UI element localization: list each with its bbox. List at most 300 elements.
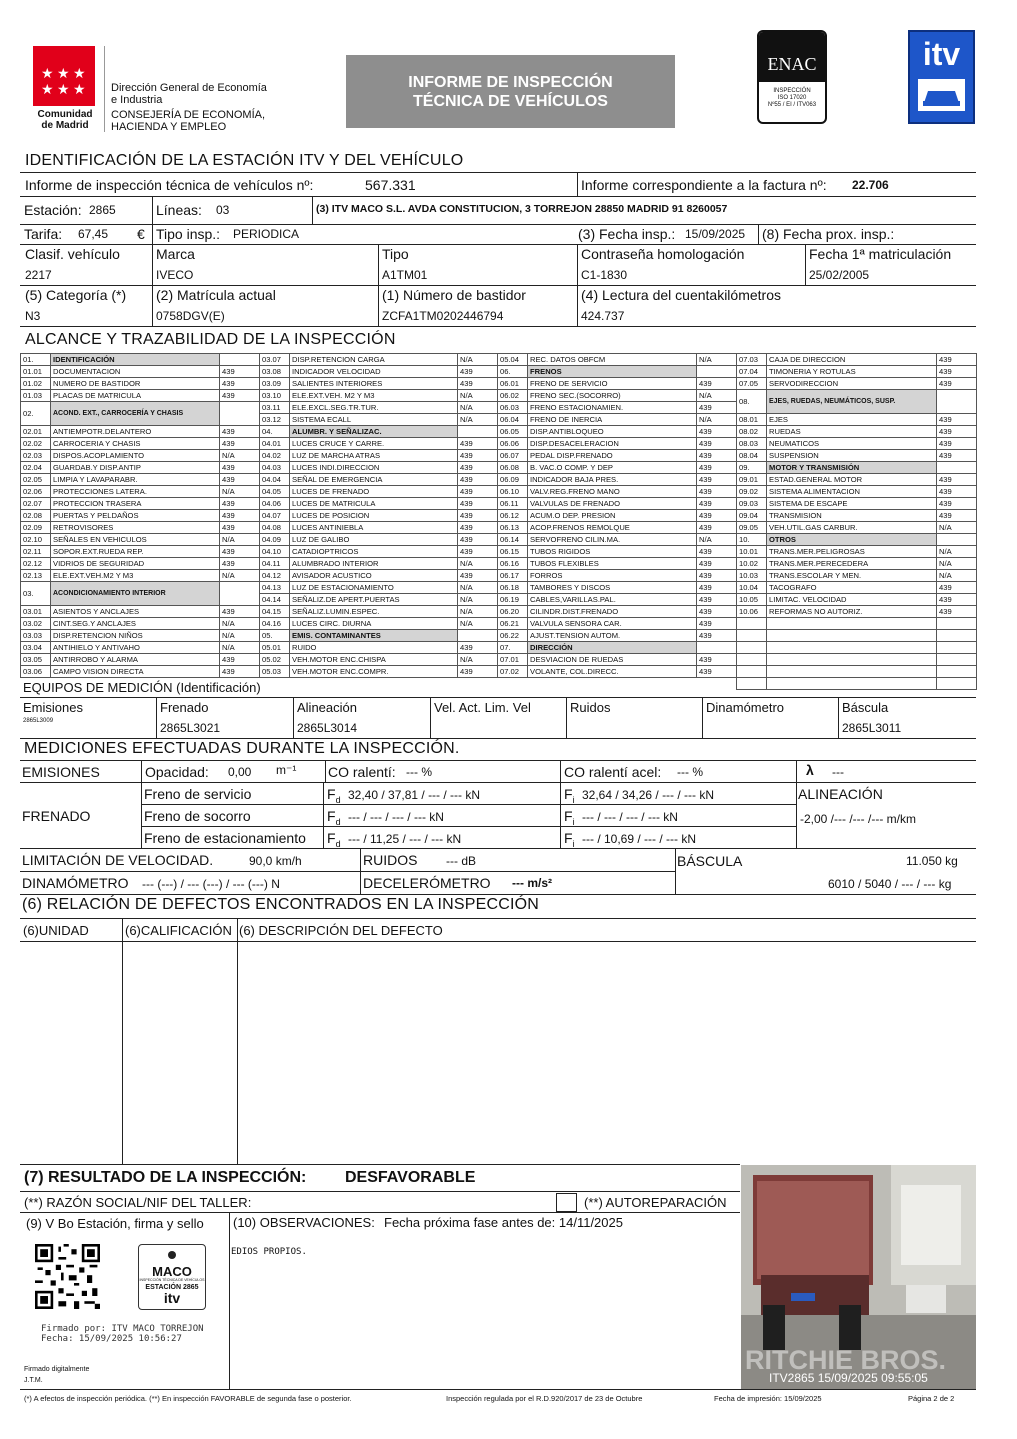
table-row xyxy=(498,474,737,486)
table-row xyxy=(21,654,260,666)
item-description: INDICADOR VELOCIDAD xyxy=(290,366,458,378)
item-code: 03. xyxy=(21,582,51,606)
item-description: CATADIOPTRICOS xyxy=(290,546,458,558)
limit-value: 90,0 km/h xyxy=(249,854,302,868)
item-description: ASIENTOS Y ANCLAJES xyxy=(51,606,220,618)
item-description: DIRECCIÓN xyxy=(528,642,697,654)
footer-pagina: Página 2 de 2 xyxy=(908,1394,955,1403)
item-result: 439 xyxy=(697,522,737,534)
table-row xyxy=(737,642,977,654)
item-description: FRENO ESTACIONAMIEN. xyxy=(528,402,697,414)
item-description: PUERTAS Y PELDAÑOS xyxy=(51,510,220,522)
opacidad-label: Opacidad: xyxy=(145,764,209,780)
item-code: 04.04 xyxy=(260,474,290,486)
item-result: 439 xyxy=(697,606,737,618)
lambda-value: --- xyxy=(832,765,844,779)
vbo-label: (9) V Bo Estación, firma y sello xyxy=(26,1216,204,1231)
item-description: LUCES INDI.DIRECCION xyxy=(290,462,458,474)
item-code: 06.21 xyxy=(498,618,528,630)
item-description: CARROCERIA Y CHASIS xyxy=(51,438,220,450)
itv-text: itv xyxy=(922,36,961,72)
alineacion-value: -2,00 /--- /--- /--- m/km xyxy=(800,812,916,826)
item-description: ELE.EXCL.SEG.TR.TUR. xyxy=(290,402,458,414)
table-row xyxy=(260,546,498,558)
region-name: Comunidad de Madrid xyxy=(37,109,93,131)
servicio-fd: 32,40 / 37,81 / --- / --- kN xyxy=(348,788,481,802)
item-result: 439 xyxy=(937,486,977,498)
item-code: 03.07 xyxy=(260,354,290,366)
item-result: 439 xyxy=(937,366,977,378)
estac-fi: --- / 10,69 / --- / --- kN xyxy=(582,832,696,846)
item-description: VALV.REG.FRENO MANO xyxy=(528,486,697,498)
servicio-label: Freno de servicio xyxy=(144,786,252,802)
item-description: CINT.SEG.Y ANCLAJES xyxy=(51,618,220,630)
item-result: 439 xyxy=(937,426,977,438)
item-description: TRANS.MER.PELIGROSAS xyxy=(767,546,937,558)
item-code: 06.20 xyxy=(498,606,528,618)
item-code xyxy=(737,642,767,654)
item-code: 02.06 xyxy=(21,486,51,498)
table-row xyxy=(737,522,977,534)
item-result: 439 xyxy=(697,498,737,510)
table-row xyxy=(737,678,977,690)
table-row xyxy=(498,666,737,678)
table-row xyxy=(260,498,498,510)
item-code: 02.02 xyxy=(21,438,51,450)
item-code: 06.13 xyxy=(498,522,528,534)
item-result: 439 xyxy=(220,462,260,474)
marca-label: Marca xyxy=(156,246,195,262)
eq-ruidos-label: Ruidos xyxy=(570,700,611,715)
item-result xyxy=(697,366,737,378)
item-result: 439 xyxy=(937,510,977,522)
item-description: B. VAC.O COMP. Y DEP xyxy=(528,462,697,474)
item-code: 04.12 xyxy=(260,570,290,582)
item-code: 05.01 xyxy=(260,642,290,654)
item-code: 08.03 xyxy=(737,438,767,450)
alcance-column xyxy=(497,353,737,678)
item-code: 02.10 xyxy=(21,534,51,546)
table-row xyxy=(21,474,260,486)
table-row xyxy=(21,534,260,546)
item-result: 439 xyxy=(220,498,260,510)
item-code: 03.11 xyxy=(260,402,290,414)
item-result: 439 xyxy=(697,474,737,486)
table-row xyxy=(21,546,260,558)
table-row xyxy=(21,438,260,450)
item-description xyxy=(767,618,937,630)
svg-text:★: ★ xyxy=(57,66,70,82)
maco-sub: INSPECCIÓN TÉCNICA DE VEHÍCULOS xyxy=(139,1278,205,1282)
item-description xyxy=(767,654,937,666)
opacidad-value: 0,00 xyxy=(228,765,252,779)
dina-value: --- (---) / --- (---) / --- (---) N xyxy=(142,877,280,891)
matricula-label: (2) Matrícula actual xyxy=(156,287,276,303)
item-description: GUARDAB.Y DISP.ANTIP xyxy=(51,462,220,474)
table-row xyxy=(737,366,977,378)
tipov-label: Tipo xyxy=(382,246,409,262)
table-row xyxy=(260,654,498,666)
item-code: 02.13 xyxy=(21,570,51,582)
item-description: LUCES DE FRENADO xyxy=(290,486,458,498)
table-row xyxy=(498,630,737,642)
item-description: REC. DATOS OBFCM xyxy=(528,354,697,366)
item-code: 06.10 xyxy=(498,486,528,498)
table-row xyxy=(498,426,737,438)
item-description: IDENTIFICACIÓN xyxy=(51,354,220,366)
item-description: VEH.UTIL.GAS CARBUR. xyxy=(767,522,937,534)
item-description: TRANS.MER.PERECEDERA xyxy=(767,558,937,570)
km-value: 424.737 xyxy=(581,309,625,323)
item-description: SEÑALES EN VEHICULOS xyxy=(51,534,220,546)
marca-value: IVECO xyxy=(156,268,194,282)
item-description: ANTIRROBO Y ALARMA xyxy=(51,654,220,666)
fecha-value: 15/09/2025 xyxy=(685,227,746,241)
item-description: CILINDR.DIST.FRENADO xyxy=(528,606,697,618)
item-result: N/A xyxy=(220,618,260,630)
item-code: 06.03 xyxy=(498,402,528,414)
item-result xyxy=(937,534,977,546)
item-result xyxy=(937,462,977,474)
item-description: ALUMBR. Y SEÑALIZAC. xyxy=(290,426,458,438)
item-description: LUCES DE MATRICULA xyxy=(290,498,458,510)
emisiones-label: EMISIONES xyxy=(22,764,100,780)
socorro-label: Freno de socorro xyxy=(144,808,251,824)
item-description: DISP.ANTIBLOQUEO xyxy=(528,426,697,438)
item-description: ACUM.O DEP. PRESION xyxy=(528,510,697,522)
watermark: RITCHIE BROS. xyxy=(745,1345,947,1375)
item-description: TUBOS FLEXIBLES xyxy=(528,558,697,570)
item-description: SISTEMA ALIMENTACION xyxy=(767,486,937,498)
item-result: 439 xyxy=(458,462,498,474)
item-description: RUIDO xyxy=(290,642,458,654)
item-code: 02.04 xyxy=(21,462,51,474)
table-row xyxy=(498,546,737,558)
item-result: 439 xyxy=(220,558,260,570)
consejeria: CONSEJERÍA DE ECONOMÍA, HACIENDA Y EMPLEO xyxy=(111,109,266,133)
eq-bascula-value: 2865L3011 xyxy=(842,721,902,735)
item-description: ACONDICIONAMIENTO INTERIOR xyxy=(51,582,220,606)
table-row xyxy=(260,666,498,678)
item-result xyxy=(697,642,737,654)
item-code: 06.18 xyxy=(498,582,528,594)
table-row xyxy=(737,582,977,594)
item-result: 439 xyxy=(220,510,260,522)
item-description: SISTEMA DE ESCAPE xyxy=(767,498,937,510)
item-code: 10.04 xyxy=(737,582,767,594)
item-code: 10.02 xyxy=(737,558,767,570)
table-row xyxy=(21,522,260,534)
lineas-label: Líneas: xyxy=(156,202,202,218)
lineas-value: 03 xyxy=(216,203,230,217)
item-description: VALVULA SENSORA CAR. xyxy=(528,618,697,630)
estacion-info: (3) ITV MACO S.L. AVDA CONSTITUCION, 3 TORREJON 28850 MADRID 91 8260057 xyxy=(316,203,728,215)
item-result: 439 xyxy=(458,510,498,522)
item-result: 439 xyxy=(937,606,977,618)
eq-alineacion-label: Alineación xyxy=(297,700,357,715)
item-description: VALVULAS DE FRENADO xyxy=(528,498,697,510)
dina-label: DINAMÓMETRO xyxy=(22,875,129,891)
item-code xyxy=(737,630,767,642)
item-description: DISP.RETENCION NIÑOS xyxy=(51,630,220,642)
item-description: ESTAD.GENERAL MOTOR xyxy=(767,474,937,486)
prox-label: (8) Fecha prox. insp.: xyxy=(762,226,895,242)
table-row xyxy=(498,498,737,510)
item-description: VEH.MOTOR ENC.COMPR. xyxy=(290,666,458,678)
table-row xyxy=(737,606,977,618)
bascula-value2: 6010 / 5040 / --- / --- kg xyxy=(828,877,952,891)
item-description: SUSPENSION xyxy=(767,450,937,462)
item-code: 04.03 xyxy=(260,462,290,474)
table-row xyxy=(737,558,977,570)
item-code: 09.04 xyxy=(737,510,767,522)
tarifa-unit: € xyxy=(137,226,145,242)
item-code: 02.11 xyxy=(21,546,51,558)
table-row xyxy=(260,450,498,462)
item-result: 439 xyxy=(220,654,260,666)
equipos-title: EQUIPOS DE MEDICIÓN (Identificación) xyxy=(23,680,261,695)
item-code: 10.05 xyxy=(737,594,767,606)
table-row xyxy=(260,570,498,582)
item-description: SOPOR.EXT.RUEDA REP. xyxy=(51,546,220,558)
item-result: 439 xyxy=(697,378,737,390)
table-row xyxy=(21,510,260,522)
table-row xyxy=(498,390,737,402)
lambda-label: λ xyxy=(806,762,814,778)
item-result: N/A xyxy=(458,414,498,426)
item-result: 439 xyxy=(937,378,977,390)
table-row xyxy=(737,438,977,450)
item-result xyxy=(220,582,260,606)
item-result: 439 xyxy=(220,366,260,378)
table-row xyxy=(260,510,498,522)
item-code: 04.11 xyxy=(260,558,290,570)
limit-label: LIMITACIÓN DE VELOCIDAD. xyxy=(22,852,214,868)
item-description xyxy=(767,666,937,678)
servicio-fi: 32,64 / 34,26 / --- / --- kN xyxy=(582,788,715,802)
defectos-title: (6) RELACIÓN DE DEFECTOS ENCONTRADOS EN LA INSPECCIÓN xyxy=(22,896,540,913)
resultado-label: (7) RESULTADO DE LA INSPECCIÓN: xyxy=(24,1169,307,1186)
item-code: 06.08 xyxy=(498,462,528,474)
item-result: N/A xyxy=(458,402,498,414)
item-code xyxy=(737,654,767,666)
item-code: 07.04 xyxy=(737,366,767,378)
item-description: NEUMATICOS xyxy=(767,438,937,450)
item-code: 09.03 xyxy=(737,498,767,510)
table-row xyxy=(21,630,260,642)
co-label: CO ralentí: xyxy=(328,764,396,780)
bastidor-value: ZCFA1TM0202446794 xyxy=(382,309,504,323)
table-row xyxy=(498,366,737,378)
photo-timestamp: ITV2865 15/09/2025 09:55:05 xyxy=(769,1371,928,1385)
coacel-label: CO ralentí acel: xyxy=(564,764,662,780)
item-code: 09.01 xyxy=(737,474,767,486)
item-code: 02.08 xyxy=(21,510,51,522)
item-result: N/A xyxy=(220,570,260,582)
item-description: FRENOS xyxy=(528,366,697,378)
stars-icon xyxy=(33,46,95,106)
item-result: 439 xyxy=(220,666,260,678)
item-code: 10.06 xyxy=(737,606,767,618)
alcance-column xyxy=(736,353,977,690)
item-result: 439 xyxy=(220,438,260,450)
eq-frenado-label: Frenado xyxy=(160,700,209,715)
item-code: 02.12 xyxy=(21,558,51,570)
table-row xyxy=(498,438,737,450)
item-result: 439 xyxy=(458,498,498,510)
item-description xyxy=(767,642,937,654)
eq-alineacion-value: 2865L3014 xyxy=(297,721,358,735)
item-result: 439 xyxy=(697,486,737,498)
item-code: 03.05 xyxy=(21,654,51,666)
item-description: PROTECCION TRASERA xyxy=(51,498,220,510)
item-result xyxy=(937,642,977,654)
estac-fd-symbol: $F_d$ xyxy=(327,830,341,849)
table-row xyxy=(21,606,260,618)
item-code: 05.02 xyxy=(260,654,290,666)
item-code: 01.03 xyxy=(21,390,51,402)
item-description: EJES, RUEDAS, NEUMÁTICOS, SUSP. xyxy=(767,390,937,414)
item-code: 07.02 xyxy=(498,666,528,678)
item-description: TUBOS RIGIDOS xyxy=(528,546,697,558)
table-row xyxy=(260,378,498,390)
table-row xyxy=(498,354,737,366)
item-result: N/A xyxy=(937,570,977,582)
item-description: DISPOS.ACOPLAMIENTO xyxy=(51,450,220,462)
item-code: 03.08 xyxy=(260,366,290,378)
table-row xyxy=(260,366,498,378)
item-code: 07. xyxy=(498,642,528,654)
item-result: 439 xyxy=(697,438,737,450)
co-value: --- % xyxy=(406,765,432,779)
table-row xyxy=(737,498,977,510)
item-result: N/A xyxy=(937,522,977,534)
table-row xyxy=(498,558,737,570)
item-result: 439 xyxy=(697,450,737,462)
item-result: 439 xyxy=(458,366,498,378)
autorep-checkbox[interactable] xyxy=(556,1193,577,1212)
item-result: 439 xyxy=(937,474,977,486)
factura-label: Informe correspondiente a la factura nº: xyxy=(581,177,827,193)
table-row xyxy=(260,462,498,474)
item-result: 439 xyxy=(458,522,498,534)
ruidos-value: --- dB xyxy=(446,854,476,868)
table-row xyxy=(498,402,737,414)
opacidad-unit: m⁻¹ xyxy=(276,763,297,777)
item-code: 08.02 xyxy=(737,426,767,438)
firmado-digital: Firmado digitalmente J.T.M. xyxy=(24,1366,90,1384)
alcance-column xyxy=(20,353,260,678)
item-description: SALIENTES INTERIORES xyxy=(290,378,458,390)
item-code: 02.05 xyxy=(21,474,51,486)
item-description: TACOGRAFO xyxy=(767,582,937,594)
item-description: LUCES ANTINIEBLA xyxy=(290,522,458,534)
item-code: 06.06 xyxy=(498,438,528,450)
item-result: N/A xyxy=(937,546,977,558)
table-row xyxy=(21,390,260,402)
item-description: AVISADOR ACUSTICO xyxy=(290,570,458,582)
mediciones-title: MEDICIONES EFECTUADAS DURANTE LA INSPECCIÓN. xyxy=(24,740,460,757)
svg-text:★: ★ xyxy=(57,82,70,98)
fecha-label: (3) Fecha insp.: xyxy=(578,226,676,242)
item-code: 04.14 xyxy=(260,594,290,606)
item-result: 439 xyxy=(458,378,498,390)
item-description: AJUST.TENSION AUTOM. xyxy=(528,630,697,642)
item-code: 08.01 xyxy=(737,414,767,426)
item-description: RUEDAS xyxy=(767,426,937,438)
table-row xyxy=(21,450,260,462)
categoria-value: N3 xyxy=(25,309,41,323)
item-description: RETROVISORES xyxy=(51,522,220,534)
item-result: N/A xyxy=(220,630,260,642)
table-row xyxy=(21,486,260,498)
table-row xyxy=(260,474,498,486)
item-result: 439 xyxy=(697,666,737,678)
item-code: 06.19 xyxy=(498,594,528,606)
item-description: SERVODIRECCION xyxy=(767,378,937,390)
informe-value: 567.331 xyxy=(365,177,416,193)
itv-logo xyxy=(908,30,975,124)
bascula-label: BÁSCULA xyxy=(677,853,743,869)
item-description: ELE.EXT.VEH. M2 Y M3 xyxy=(290,390,458,402)
item-code: 06.05 xyxy=(498,426,528,438)
item-code: 06.11 xyxy=(498,498,528,510)
item-result: N/A xyxy=(458,354,498,366)
socorro-fi-symbol: $F_i$ xyxy=(564,808,575,827)
matricula-value: 0758DGV(E) xyxy=(156,309,225,323)
item-result: 439 xyxy=(697,426,737,438)
eq-dinamometro-label: Dinamómetro xyxy=(706,700,785,715)
item-result: 439 xyxy=(697,654,737,666)
item-code: 03.04 xyxy=(21,642,51,654)
item-result: 439 xyxy=(458,642,498,654)
item-code: 06.14 xyxy=(498,534,528,546)
direccion-general: Dirección General de Economía e Industria xyxy=(111,82,267,106)
equipos-row xyxy=(20,697,976,739)
tarifa-label: Tarifa: xyxy=(24,226,63,242)
table-row xyxy=(21,666,260,678)
table-row xyxy=(737,546,977,558)
item-result: N/A xyxy=(458,606,498,618)
item-description: LUZ DE MARCHA ATRAS xyxy=(290,450,458,462)
item-description: LIMITAC. VELOCIDAD xyxy=(767,594,937,606)
table-row xyxy=(260,594,498,606)
item-code: 03.06 xyxy=(21,666,51,678)
table-row xyxy=(260,618,498,630)
informe-label: Informe de inspección técnica de vehículos nº: xyxy=(25,177,314,193)
item-description: LUZ DE GALIBO xyxy=(290,534,458,546)
item-result: 439 xyxy=(937,594,977,606)
estac-fd: --- / 11,25 / --- / --- kN xyxy=(348,832,462,846)
item-code: 01. xyxy=(21,354,51,366)
table-row xyxy=(737,666,977,678)
item-description: LUCES DE POSICION xyxy=(290,510,458,522)
table-row xyxy=(260,426,498,438)
table-row xyxy=(737,618,977,630)
item-result: 439 xyxy=(697,558,737,570)
table-row xyxy=(21,618,260,630)
eq-bascula-label: Báscula xyxy=(842,700,889,715)
firmado-por: Firmado por: ITV MACO TORREJON Fecha: 15/09/2025 10:56:27 xyxy=(41,1324,204,1344)
table-row xyxy=(260,606,498,618)
item-result xyxy=(937,618,977,630)
item-description: LUCES CIRC. DIURNA xyxy=(290,618,458,630)
table-row xyxy=(737,450,977,462)
bastidor-label: (1) Número de bastidor xyxy=(382,287,526,303)
item-description: VEH.MOTOR ENC.CHISPA xyxy=(290,654,458,666)
madrid-logo xyxy=(33,46,95,106)
item-result: 439 xyxy=(937,438,977,450)
